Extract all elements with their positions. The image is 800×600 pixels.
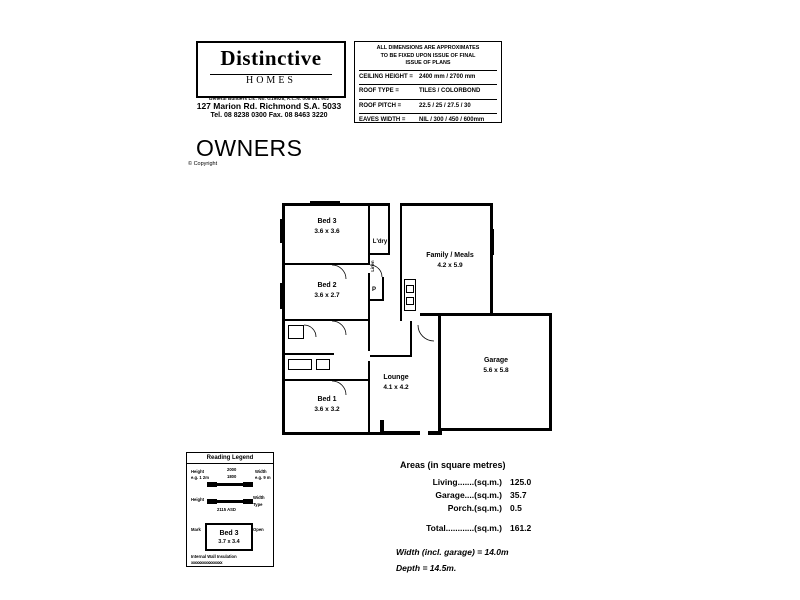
logo-subtitle: HOMES — [245, 75, 296, 86]
legend-code: 2115 ASD — [217, 507, 236, 512]
specs-value-roof-type: TILES / COLORBOND — [419, 88, 481, 94]
specs-row-roof-pitch — [359, 102, 497, 112]
room-label-laundry — [366, 237, 394, 247]
legend-window-symbol — [217, 483, 243, 486]
areas-row-porch — [396, 502, 576, 515]
room-label-garage — [458, 356, 534, 376]
specs-row-roof-type — [359, 87, 497, 97]
legend-window-symbol-left — [207, 482, 217, 487]
room-label-bed3 — [292, 217, 362, 237]
areas-value-living: 125.0 — [510, 477, 532, 487]
areas-label-garage: Garage....(sq.m.) — [435, 490, 502, 500]
legend-width-label: Width — [255, 469, 267, 474]
legend-height-label: Height — [191, 469, 205, 474]
areas-row-garage — [396, 489, 576, 502]
areas-value-porch: 0.5 — [510, 503, 522, 513]
specs-row-eaves-width — [359, 116, 497, 126]
specs-divider-3 — [359, 99, 497, 100]
room-dim-bed1: 3.6 x 3.2 — [314, 406, 340, 413]
areas-value-garage: 35.7 — [510, 490, 527, 500]
room-dim-garage: 5.6 x 5.8 — [483, 367, 509, 374]
room-name-linen: Linen — [370, 260, 375, 272]
room-name-pantry: P — [371, 287, 376, 293]
copyright-text: © Copyright — [188, 161, 218, 167]
reading-legend-title: Reading Legend — [187, 453, 273, 464]
specs-divider-1 — [359, 70, 497, 71]
room-dim-lounge: 4.1 x 4.2 — [383, 384, 409, 391]
room-label-linen — [368, 256, 378, 276]
logo-phone-text: Tel. 08 8238 0300 Fax. 08 8463 3220 — [210, 112, 328, 119]
specifications-box — [354, 41, 502, 123]
specs-value-eaves-width: NIL / 300 / 450 / 600mm — [419, 117, 485, 123]
logo-title: Distinctive — [220, 46, 322, 70]
legend-room-box-bottom — [205, 549, 253, 551]
legend-height2-label: Height — [191, 497, 205, 502]
room-label-pantry — [368, 285, 380, 295]
room-label-bed2 — [292, 281, 362, 301]
owners-heading: OWNERS — [196, 135, 303, 161]
legend-room-box-top — [205, 523, 253, 525]
areas-label-living: Living.......(sq.m.) — [432, 477, 502, 487]
areas-width-text: Width (incl. garage) = 14.0m — [396, 547, 509, 557]
legend-mark-label: Mark — [191, 527, 201, 532]
room-label-lounge — [370, 373, 422, 393]
legend-door-symbol — [217, 500, 243, 503]
legend-height-value: e.g. 1 2m — [191, 475, 209, 480]
legend-room-dim: 3.7 x 3.4 — [218, 539, 240, 545]
specs-value-ceiling-height: 2400 mm / 2700 mm — [419, 73, 476, 80]
reading-legend-box — [186, 452, 274, 567]
areas-table — [396, 460, 576, 575]
specs-note-line1: ALL DIMENSIONS ARE APPROXIMATES — [376, 45, 480, 51]
specs-note-line2: TO BE FIXED UPON ISSUE OF FINAL — [380, 52, 476, 59]
specs-note-line3: ISSUE OF PLANS — [405, 60, 451, 66]
room-name-bed2: Bed 2 — [317, 282, 337, 289]
legend-size-bottom: 1800 — [227, 474, 237, 479]
room-name-bed3: Bed 3 — [317, 218, 337, 225]
areas-row-total — [396, 522, 576, 535]
areas-label-porch: Porch.(sq.m.) — [447, 503, 502, 513]
areas-label-total: Total............(sq.m.) — [426, 523, 502, 533]
room-dim-bed2: 3.6 x 2.7 — [314, 292, 340, 299]
specs-key-ceiling-height: CEILING HEIGHT = — [359, 73, 413, 80]
specs-row-ceiling-height — [359, 73, 497, 83]
areas-value-total: 161.2 — [510, 523, 532, 533]
room-label-bed1 — [292, 395, 362, 415]
legend-door-symbol-right — [243, 499, 253, 504]
room-name-family-meals: Family / Meals — [426, 252, 474, 259]
legend-open-label: Open — [253, 527, 264, 532]
legend-window-symbol-right — [243, 482, 253, 487]
company-logo — [196, 41, 346, 98]
logo-license-text: General Builders Lic. No. G19928, A.C.N. 008 061 902 — [208, 96, 330, 101]
room-dim-bed3: 3.6 x 3.6 — [314, 228, 340, 235]
room-name-lounge: Lounge — [383, 374, 409, 381]
legend-width2-label: Width — [253, 495, 265, 500]
specs-divider-4 — [359, 113, 497, 114]
legend-width-value: e.g. 9 m — [255, 475, 271, 480]
areas-row-living — [396, 476, 576, 489]
legend-size-top: 2000 — [227, 467, 237, 472]
areas-depth-text: Depth = 14.5m. — [396, 563, 457, 573]
room-label-family-meals — [412, 251, 488, 271]
specs-key-eaves-width: EAVES WIDTH = — [359, 117, 406, 123]
legend-insulation-label: Internal Wall Insulation — [191, 554, 237, 559]
legend-insulation-symbol: xxxxxxxxxxxxxxxxx — [191, 560, 223, 565]
areas-title: Areas (in square metres) — [400, 460, 506, 470]
room-name-laundry: L'dry — [372, 239, 388, 245]
floor-plan-drawing — [270, 195, 570, 450]
logo-address-text: 127 Marion Rd. Richmond S.A. 5033 — [196, 101, 342, 111]
specs-divider-2 — [359, 84, 497, 85]
specs-key-roof-type: ROOF TYPE = — [359, 88, 399, 94]
specs-value-roof-pitch: 22.5 / 25 / 27.5 / 30 — [419, 102, 471, 109]
legend-type-label: Type — [253, 502, 263, 507]
legend-room-name: Bed 3 — [219, 530, 239, 537]
room-name-bed1: Bed 1 — [317, 396, 337, 403]
legend-door-symbol-left — [207, 499, 217, 504]
legend-room-box-right — [251, 523, 253, 551]
specs-key-roof-pitch: ROOF PITCH = — [359, 102, 402, 109]
room-name-garage: Garage — [483, 357, 509, 364]
room-dim-family-meals: 4.2 x 5.9 — [437, 262, 463, 269]
